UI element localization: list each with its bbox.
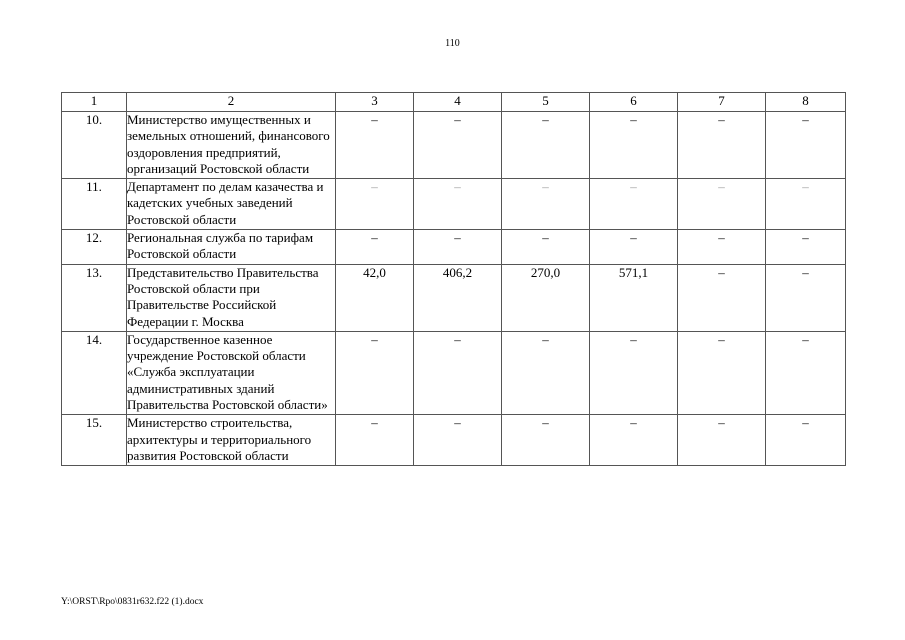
column-header-7: 7 xyxy=(678,93,766,112)
table-row xyxy=(62,112,846,179)
value-col-3: 42,0 xyxy=(336,264,414,331)
value-col-3: – xyxy=(336,112,414,179)
value-col-6: – xyxy=(590,179,678,230)
column-header-3: 3 xyxy=(336,93,414,112)
value-col-3: – xyxy=(336,415,414,466)
row-number: 11. xyxy=(62,179,127,230)
value-col-4: – xyxy=(414,179,502,230)
table-row xyxy=(62,331,846,414)
value-col-6: 571,1 xyxy=(590,264,678,331)
value-col-4: 406,2 xyxy=(414,264,502,331)
value-col-3: – xyxy=(336,331,414,414)
organization-name: Представительство Правительства Ростовской области при Правительстве Российской Федерации г. Москва xyxy=(127,264,336,331)
value-col-7: – xyxy=(678,179,766,230)
table-row xyxy=(62,264,846,331)
row-number: 12. xyxy=(62,230,127,265)
value-col-7: – xyxy=(678,264,766,331)
value-col-5: – xyxy=(502,331,590,414)
value-col-8: – xyxy=(766,415,846,466)
column-header-6: 6 xyxy=(590,93,678,112)
value-col-4: – xyxy=(414,415,502,466)
row-number: 14. xyxy=(62,331,127,414)
value-col-8: – xyxy=(766,179,846,230)
document-file-path: Y:\ORST\Rpo\0831r632.f22 (1).docx xyxy=(61,597,204,607)
organization-name: Государственное казенное учреждение Ростовской области «Служба эксплуатации административных зданий Правительства Ростовской области» xyxy=(127,331,336,414)
value-col-8: – xyxy=(766,230,846,265)
value-col-5: – xyxy=(502,230,590,265)
column-header-5: 5 xyxy=(502,93,590,112)
data-table xyxy=(61,92,846,466)
value-col-3: – xyxy=(336,179,414,230)
value-col-4: – xyxy=(414,112,502,179)
value-col-8: – xyxy=(766,264,846,331)
column-header-1: 1 xyxy=(62,93,127,112)
value-col-7: – xyxy=(678,230,766,265)
value-col-7: – xyxy=(678,415,766,466)
value-col-6: – xyxy=(590,415,678,466)
row-number: 13. xyxy=(62,264,127,331)
value-col-4: – xyxy=(414,230,502,265)
table-row xyxy=(62,230,846,265)
column-header-8: 8 xyxy=(766,93,846,112)
value-col-5: 270,0 xyxy=(502,264,590,331)
column-header-4: 4 xyxy=(414,93,502,112)
value-col-8: – xyxy=(766,331,846,414)
organization-name: Региональная служба по тарифам Ростовской области xyxy=(127,230,336,265)
value-col-5: – xyxy=(502,179,590,230)
row-number: 10. xyxy=(62,112,127,179)
table-row xyxy=(62,415,846,466)
value-col-5: – xyxy=(502,112,590,179)
column-header-2: 2 xyxy=(127,93,336,112)
row-number: 15. xyxy=(62,415,127,466)
organization-name: Департамент по делам казачества и кадетских учебных заведений Ростовской области xyxy=(127,179,336,230)
value-col-6: – xyxy=(590,112,678,179)
value-col-8: – xyxy=(766,112,846,179)
value-col-7: – xyxy=(678,112,766,179)
value-col-6: – xyxy=(590,230,678,265)
page-number: 110 xyxy=(445,38,460,49)
table-row xyxy=(62,179,846,230)
value-col-4: – xyxy=(414,331,502,414)
value-col-5: – xyxy=(502,415,590,466)
header-row xyxy=(62,93,846,112)
value-col-7: – xyxy=(678,331,766,414)
value-col-6: – xyxy=(590,331,678,414)
organization-name: Министерство имущественных и земельных отношений, финансового оздоровления предприятий, организаций Ростовской области xyxy=(127,112,336,179)
organization-name: Министерство строительства, архитектуры и территориального развития Ростовской области xyxy=(127,415,336,466)
value-col-3: – xyxy=(336,230,414,265)
